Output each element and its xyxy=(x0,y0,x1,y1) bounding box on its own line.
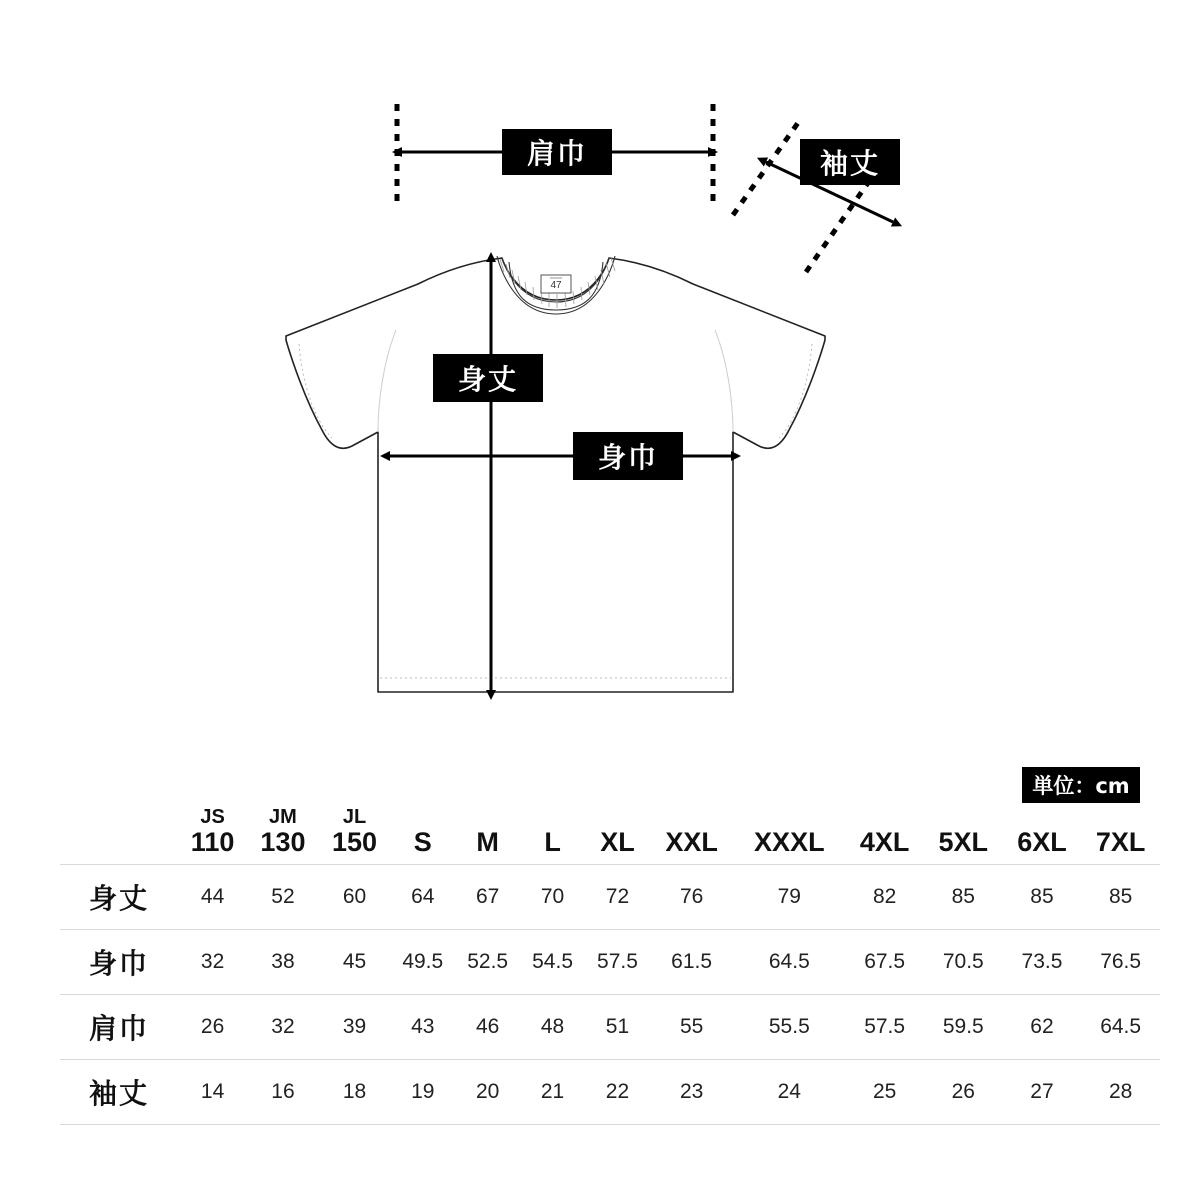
col-sub-2: JL xyxy=(342,806,367,828)
cell-0-11: 85 xyxy=(1030,884,1054,908)
cell-2-4: 46 xyxy=(475,1014,500,1038)
cell-2-2: 39 xyxy=(342,1014,367,1038)
cell-2-11: 62 xyxy=(1030,1014,1054,1038)
col-sub-5 xyxy=(520,806,585,828)
col-sub-8 xyxy=(733,806,845,828)
cell-1-11: 73.5 xyxy=(1021,949,1063,973)
table-row xyxy=(60,929,1160,994)
cell-1-12: 76.5 xyxy=(1100,949,1142,973)
col-main-0: 110 xyxy=(190,827,235,857)
table-header-row xyxy=(60,806,1160,864)
cell-3-8: 24 xyxy=(777,1079,801,1103)
table-row xyxy=(60,994,1160,1059)
cell-2-1: 32 xyxy=(271,1014,295,1038)
cell-1-2: 45 xyxy=(342,949,367,973)
neck-tag xyxy=(541,275,571,293)
cell-3-10: 26 xyxy=(951,1079,975,1103)
label-body-length: 身丈 xyxy=(433,354,543,402)
col-main-4: M xyxy=(476,827,499,857)
cell-3-9: 25 xyxy=(872,1079,897,1103)
cell-1-6: 57.5 xyxy=(597,949,638,973)
cell-0-12: 85 xyxy=(1108,884,1133,908)
col-sub-11 xyxy=(1003,806,1082,828)
col-head-5 xyxy=(520,806,585,864)
cell-1-0: 32 xyxy=(200,949,225,973)
table-body xyxy=(60,864,1160,1124)
cell-3-3: 19 xyxy=(411,1079,435,1103)
cell-3-1: 16 xyxy=(271,1079,295,1103)
cell-3-6: 22 xyxy=(605,1079,630,1103)
cell-3-7: 23 xyxy=(679,1079,704,1103)
cell-1-5: 54.5 xyxy=(532,949,573,973)
col-main-7: XXL xyxy=(665,827,718,857)
cell-2-8: 55.5 xyxy=(768,1014,810,1038)
col-main-5: L xyxy=(544,827,561,857)
cell-2-7: 55 xyxy=(679,1014,704,1038)
size-table xyxy=(60,806,1160,1125)
label-shoulder-width: 肩巾 xyxy=(502,129,612,175)
col-head-11 xyxy=(1003,806,1082,864)
col-head-9 xyxy=(845,806,924,864)
table-header xyxy=(60,806,1160,864)
cell-2-5: 48 xyxy=(540,1014,565,1038)
col-head-3 xyxy=(390,806,455,864)
row-head-sleeve-length: 袖丈 xyxy=(88,1076,149,1110)
col-sub-12 xyxy=(1081,806,1160,828)
unit-badge: 単位：cm xyxy=(1022,767,1140,803)
col-sub-6 xyxy=(585,806,650,828)
label-sleeve-length: 袖丈 xyxy=(800,139,900,185)
col-head-0 xyxy=(178,806,247,864)
col-head-12 xyxy=(1081,806,1160,864)
col-main-6: XL xyxy=(600,827,635,857)
col-main-8: XXXL xyxy=(754,827,825,857)
col-sub-0: JS xyxy=(200,806,225,828)
cell-1-3: 49.5 xyxy=(402,949,444,973)
label-body-width: 身巾 xyxy=(573,432,683,480)
col-main-10: 5XL xyxy=(938,827,989,857)
cell-0-2: 60 xyxy=(342,884,367,908)
cell-3-4: 20 xyxy=(475,1079,500,1103)
cell-1-4: 52.5 xyxy=(467,949,509,973)
col-main-3: S xyxy=(413,827,432,857)
cell-0-5: 70 xyxy=(540,884,565,908)
col-sub-1: JM xyxy=(269,806,297,828)
col-head-4 xyxy=(455,806,520,864)
col-head-1 xyxy=(247,806,319,864)
cell-2-0: 26 xyxy=(200,1014,225,1038)
cell-0-9: 82 xyxy=(872,884,897,908)
col-head-6 xyxy=(585,806,650,864)
row-head-body-width: 身巾 xyxy=(88,946,149,980)
col-head-10 xyxy=(924,806,1003,864)
col-sub-4 xyxy=(455,806,520,828)
col-head-7 xyxy=(650,806,733,864)
cell-0-1: 52 xyxy=(271,884,295,908)
cell-1-1: 38 xyxy=(271,949,295,973)
col-main-11: 6XL xyxy=(1017,827,1067,857)
col-sub-3 xyxy=(390,806,455,828)
cell-3-2: 18 xyxy=(342,1079,367,1103)
cell-1-8: 64.5 xyxy=(768,949,810,973)
col-head-8 xyxy=(733,806,845,864)
col-main-12: 7XL xyxy=(1095,827,1146,857)
col-sub-10 xyxy=(924,806,1003,828)
cell-1-7: 61.5 xyxy=(671,949,713,973)
cell-2-3: 43 xyxy=(411,1014,435,1038)
cell-1-9: 67.5 xyxy=(864,949,906,973)
col-sub-7 xyxy=(650,806,733,828)
cell-2-10: 59.5 xyxy=(942,1014,984,1038)
cell-3-12: 28 xyxy=(1108,1079,1133,1103)
cell-3-11: 27 xyxy=(1030,1079,1054,1103)
cell-3-5: 21 xyxy=(540,1079,565,1103)
col-head-2 xyxy=(319,806,391,864)
cell-0-6: 72 xyxy=(605,884,630,908)
cell-0-7: 76 xyxy=(679,884,704,908)
svg-text:47: 47 xyxy=(550,280,562,291)
cell-2-6: 51 xyxy=(605,1014,630,1038)
cell-3-0: 14 xyxy=(200,1079,225,1103)
col-sub-9 xyxy=(845,806,924,828)
table-row xyxy=(60,1059,1160,1124)
cell-2-9: 57.5 xyxy=(864,1014,906,1038)
col-main-9: 4XL xyxy=(859,827,910,857)
row-head-shoulder-width: 肩巾 xyxy=(88,1011,149,1045)
tshirt-outline xyxy=(286,258,825,692)
row-head-body-length: 身丈 xyxy=(88,881,149,915)
cell-0-8: 79 xyxy=(777,884,801,908)
table-corner-cell xyxy=(60,806,178,864)
col-main-1: 130 xyxy=(260,827,306,857)
cell-0-10: 85 xyxy=(951,884,975,908)
cell-1-10: 70.5 xyxy=(942,949,984,973)
cell-0-0: 44 xyxy=(200,884,225,908)
col-main-2: 150 xyxy=(331,827,378,857)
cell-2-12: 64.5 xyxy=(1100,1014,1142,1038)
table-row xyxy=(60,864,1160,929)
cell-0-3: 64 xyxy=(411,884,435,908)
cell-0-4: 67 xyxy=(475,884,500,908)
